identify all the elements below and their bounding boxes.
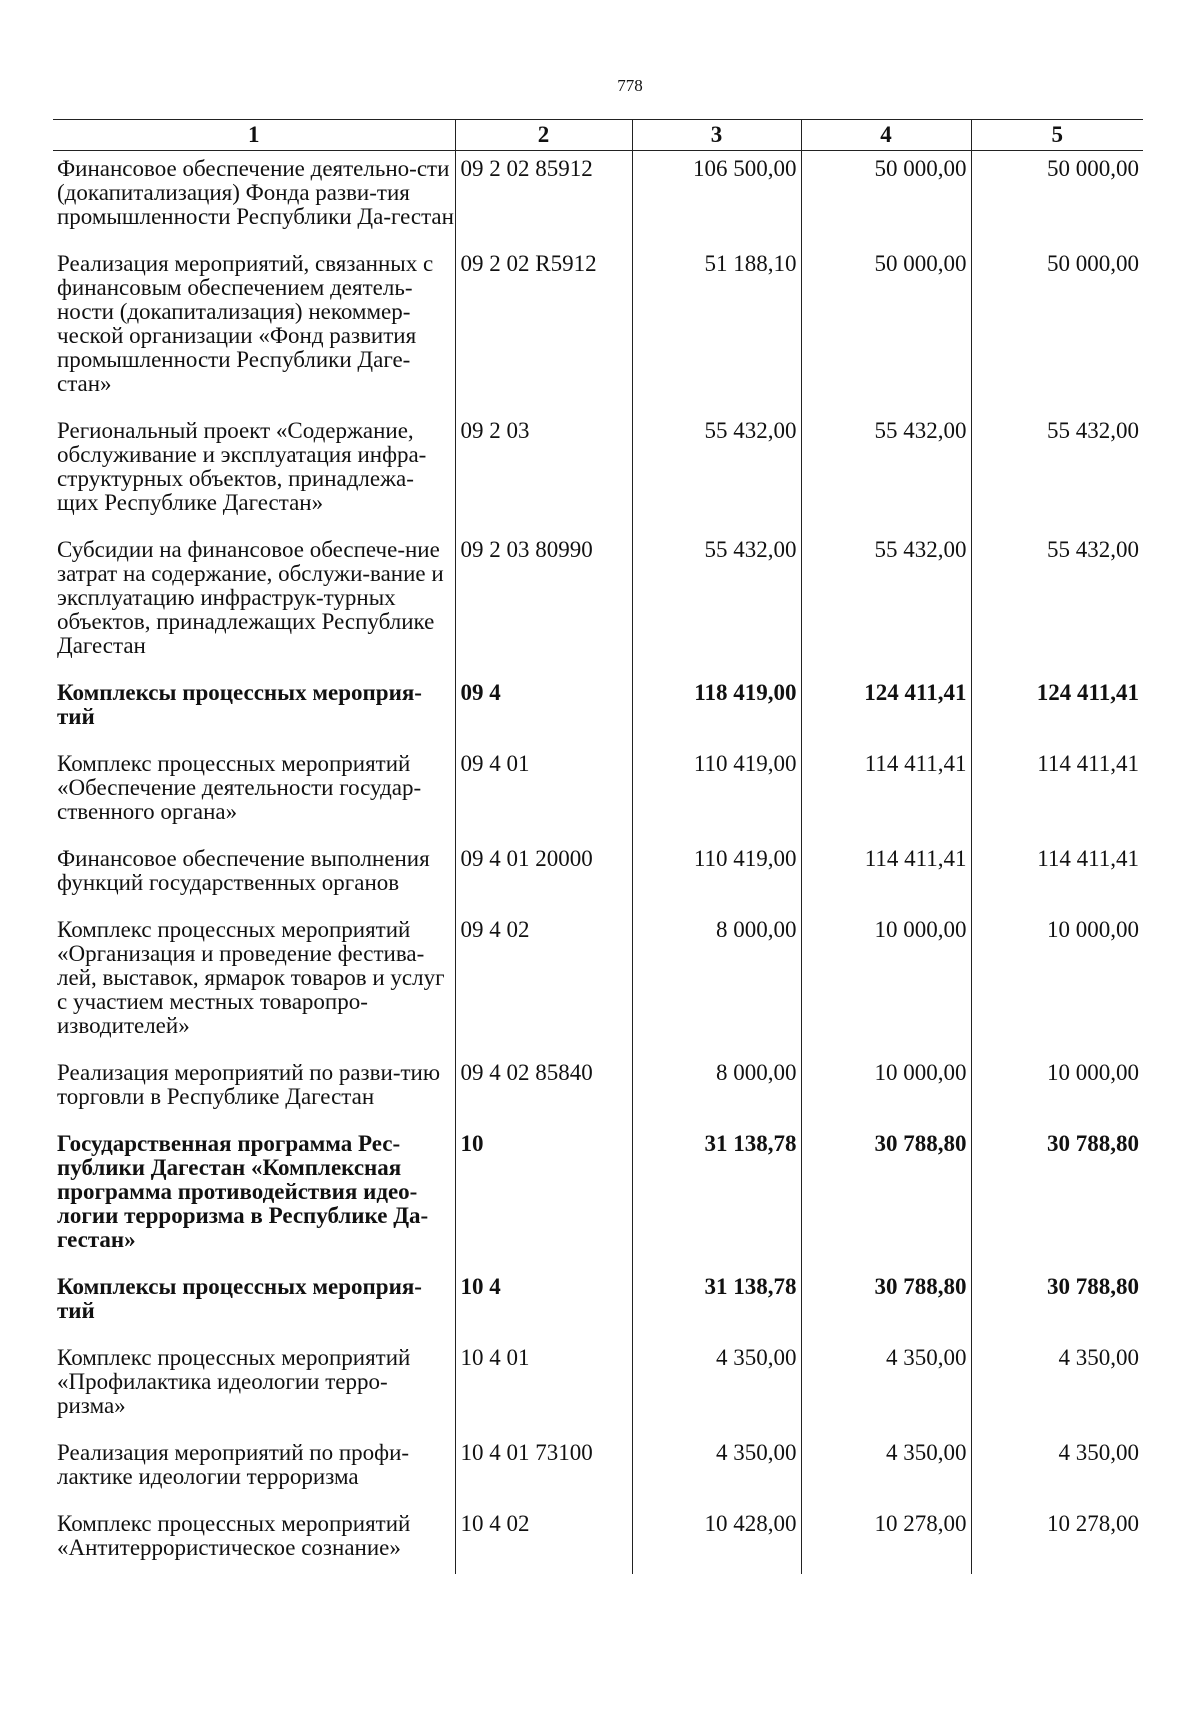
- table-row: [53, 746, 1143, 841]
- row-name-cell: Финансовое обеспечение деятельно-сти (докапитализация) Фонда разви-тия промышленности Республики Да-гестан: [57, 156, 454, 229]
- row-code-cell: 09 4 01: [455, 746, 632, 841]
- table-row: [53, 1435, 1143, 1506]
- column-header-2: 2: [455, 120, 632, 151]
- row-value-col3: 4 350,00: [632, 1340, 801, 1435]
- row-value-col4: 30 788,80: [801, 1269, 971, 1340]
- row-name-cell: Комплекс процессных мероприятий «Профилактика идеологии терро-ризма»: [57, 1345, 411, 1418]
- row-code-cell: 10 4 01 73100: [455, 1435, 632, 1506]
- row-value-col4: 124 411,41: [801, 675, 971, 746]
- table-header: [53, 120, 1143, 151]
- row-value-col5: 30 788,80: [971, 1269, 1143, 1340]
- row-value-col5: 50 000,00: [971, 246, 1143, 413]
- row-value-col3: 31 138,78: [632, 1269, 801, 1340]
- row-value-col5: 10 000,00: [971, 912, 1143, 1055]
- row-value-col4: 114 411,41: [801, 746, 971, 841]
- row-name-cell: Комплекс процессных мероприятий «Организация и проведение фестива-лей, выставок, ярмарок товаров и услуг с участием местных товаропро-изводителей»: [57, 917, 445, 1038]
- row-value-col5: 4 350,00: [971, 1340, 1143, 1435]
- row-code-cell: 09 4 02 85840: [455, 1055, 632, 1126]
- row-value-col3: 55 432,00: [632, 532, 801, 675]
- row-name-cell: Комплексы процессных мероприя-тий: [57, 680, 422, 729]
- table-row: [53, 532, 1143, 675]
- row-value-col3: 106 500,00: [632, 151, 801, 247]
- column-header-3: 3: [632, 120, 801, 151]
- row-code-cell: 09 2 02 85912: [455, 151, 632, 247]
- row-value-col5: 55 432,00: [971, 413, 1143, 532]
- row-code-cell: 10: [455, 1126, 632, 1269]
- row-value-col3: 8 000,00: [632, 1055, 801, 1126]
- row-value-col3: 8 000,00: [632, 912, 801, 1055]
- row-value-col5: 4 350,00: [971, 1435, 1143, 1506]
- row-name-cell: Субсидии на финансовое обеспече-ние затрат на содержание, обслужи-вание и эксплуатацию инфраструк-турных объектов, принадлежащих Республике Дагестан: [57, 537, 444, 658]
- row-value-col5: 30 788,80: [971, 1126, 1143, 1269]
- row-value-col5: 124 411,41: [971, 675, 1143, 746]
- row-name-cell: Реализация мероприятий по разви-тию торговли в Республике Дагестан: [57, 1060, 441, 1109]
- row-name-cell: Государственная программа Рес-публики Дагестан «Комплексная программа противодействия идео-логии терроризма в Республике Да-гестан»: [57, 1131, 429, 1252]
- row-value-col4: 10 000,00: [801, 1055, 971, 1126]
- row-code-cell: 10 4 01: [455, 1340, 632, 1435]
- row-value-col5: 10 278,00: [971, 1506, 1143, 1574]
- row-value-col3: 31 138,78: [632, 1126, 801, 1269]
- row-value-col5: 55 432,00: [971, 532, 1143, 675]
- header-row: [53, 120, 1143, 151]
- row-value-col4: 50 000,00: [801, 246, 971, 413]
- table-row: [53, 1126, 1143, 1269]
- row-name-cell: Комплекс процессных мероприятий «Обеспечение деятельности государ-ственного органа»: [57, 751, 422, 824]
- row-name-cell: Комплексы процессных мероприя-тий: [57, 1274, 422, 1323]
- table-row: [53, 841, 1143, 912]
- table-body: [53, 151, 1143, 1575]
- row-value-col3: 118 419,00: [632, 675, 801, 746]
- row-code-cell: 09 2 02 R5912: [455, 246, 632, 413]
- row-code-cell: 09 4 02: [455, 912, 632, 1055]
- row-code-cell: 09 4: [455, 675, 632, 746]
- row-value-col3: 10 428,00: [632, 1506, 801, 1574]
- row-name-cell: Комплекс процессных мероприятий «Антитеррористическое сознание»: [57, 1511, 411, 1560]
- row-value-col4: 55 432,00: [801, 413, 971, 532]
- row-value-col5: 10 000,00: [971, 1055, 1143, 1126]
- row-value-col4: 50 000,00: [801, 151, 971, 247]
- row-value-col4: 4 350,00: [801, 1435, 971, 1506]
- table-row: [53, 1340, 1143, 1435]
- row-value-col4: 10 000,00: [801, 912, 971, 1055]
- table-row: [53, 246, 1143, 413]
- row-value-col3: 55 432,00: [632, 413, 801, 532]
- row-code-cell: 09 2 03 80990: [455, 532, 632, 675]
- column-header-5: 5: [971, 120, 1143, 151]
- table-row: [53, 1506, 1143, 1574]
- row-code-cell: 10 4: [455, 1269, 632, 1340]
- row-name-cell: Реализация мероприятий, связанных с финансовым обеспечением деятель-ности (докапитализация) некоммер-ческой организации «Фонд развития промышленности Республики Даге-стан»: [57, 251, 434, 396]
- row-value-col5: 114 411,41: [971, 841, 1143, 912]
- row-value-col3: 110 419,00: [632, 841, 801, 912]
- row-value-col5: 114 411,41: [971, 746, 1143, 841]
- column-header-1: 1: [53, 120, 455, 151]
- row-value-col5: 50 000,00: [971, 151, 1143, 247]
- row-value-col3: 110 419,00: [632, 746, 801, 841]
- row-name-cell: Региональный проект «Содержание, обслуживание и эксплуатация инфра-структурных объектов, принадлежа-щих Республике Дагестан»: [57, 418, 427, 515]
- table-row: [53, 675, 1143, 746]
- column-header-4: 4: [801, 120, 971, 151]
- row-value-col4: 55 432,00: [801, 532, 971, 675]
- row-name-cell: Реализация мероприятий по профи-лактике идеологии терроризма: [57, 1440, 410, 1489]
- row-value-col4: 30 788,80: [801, 1126, 971, 1269]
- budget-table: [53, 119, 1143, 1574]
- row-value-col4: 4 350,00: [801, 1340, 971, 1435]
- row-value-col4: 10 278,00: [801, 1506, 971, 1574]
- row-code-cell: 09 2 03: [455, 413, 632, 532]
- table-row: [53, 1055, 1143, 1126]
- page-number: 778: [617, 76, 643, 95]
- row-code-cell: 10 4 02: [455, 1506, 632, 1574]
- row-name-cell: Финансовое обеспечение выполнения функций государственных органов: [57, 846, 430, 895]
- row-code-cell: 09 4 01 20000: [455, 841, 632, 912]
- table-row: [53, 413, 1143, 532]
- table-row: [53, 1269, 1143, 1340]
- row-value-col4: 114 411,41: [801, 841, 971, 912]
- table-row: [53, 151, 1143, 247]
- row-value-col3: 51 188,10: [632, 246, 801, 413]
- table-row: [53, 912, 1143, 1055]
- row-value-col3: 4 350,00: [632, 1435, 801, 1506]
